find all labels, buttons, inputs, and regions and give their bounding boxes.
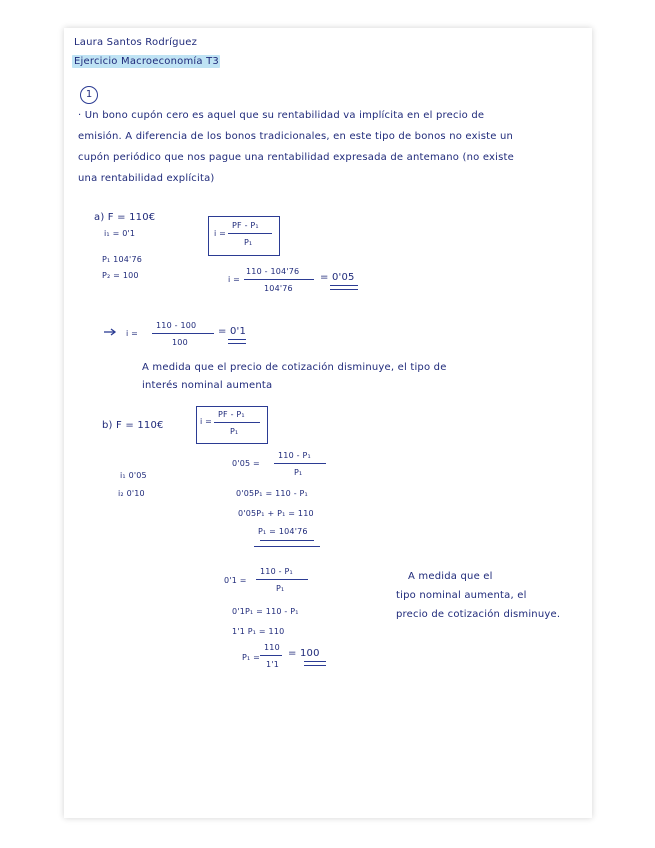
formula-a-denominator: P₁ — [244, 238, 253, 247]
student-name: Laura Santos Rodríguez — [74, 37, 198, 48]
q1-line-3: cupón periódico que nos pague una rentabilidad expresada de antemano (no existe — [78, 152, 514, 163]
fraction-bar — [260, 655, 282, 656]
part-a-given-i: i₁ = 0'1 — [104, 229, 136, 238]
formula-b-denominator: P₁ — [230, 427, 239, 436]
fraction-bar — [228, 233, 272, 234]
formula-a-i: i = — [214, 229, 227, 238]
e1-denominator: P₁ — [294, 468, 303, 477]
part-b-conclusion-1: A medida que el — [408, 571, 493, 582]
calc2-numerator: 110 - 100 — [156, 321, 197, 330]
f1-numerator: 110 - P₁ — [260, 567, 293, 576]
result-underline — [228, 339, 246, 344]
part-a-label: a) F = 110€ — [94, 212, 156, 223]
calc1-prefix: i = — [228, 275, 241, 284]
f4-numerator: 110 — [264, 643, 280, 652]
paper-sheet — [64, 28, 592, 818]
fraction-bar — [244, 279, 314, 280]
e4-result: P₁ = 104'76 — [258, 527, 308, 536]
part-a-conclusion-2: interés nominal aumenta — [142, 380, 273, 391]
calc2-prefix: i = — [126, 329, 139, 338]
part-b-conclusion-2: tipo nominal aumenta, el — [396, 590, 527, 601]
calc2-result: = 0'1 — [218, 326, 247, 337]
e2: 0'05P₁ = 110 - P₁ — [236, 489, 308, 498]
e1-prefix: 0'05 = — [232, 459, 260, 468]
part-b-label: b) F = 110€ — [102, 420, 164, 431]
part-b-given-i2: i₂ 0'10 — [118, 489, 145, 498]
calc1-denominator: 104'76 — [264, 284, 293, 293]
part-a-given-p1: P₁ 104'76 — [102, 255, 143, 264]
result-underline — [330, 285, 358, 290]
fraction-bar — [256, 579, 308, 580]
calc2-denominator: 100 — [172, 338, 188, 347]
f1-denominator: P₁ — [276, 584, 285, 593]
calc1-result: = 0'05 — [320, 272, 355, 283]
subject-title: Ejercicio Macroeconomía T3 — [74, 56, 219, 67]
calc1-numerator: 110 - 104'76 — [246, 267, 300, 276]
q1-line-4: una rentabilidad explícita) — [78, 173, 215, 184]
f2: 0'1P₁ = 110 - P₁ — [232, 607, 299, 616]
result-underline — [304, 661, 326, 666]
result-underline — [254, 546, 320, 547]
e1-numerator: 110 - P₁ — [278, 451, 311, 460]
q1-line-2: emisión. A diferencia de los bonos tradicionales, en este tipo de bonos no existe un — [78, 131, 514, 142]
part-b-given-i1: i₁ 0'05 — [120, 471, 147, 480]
part-a-given-p2: P₂ = 100 — [102, 271, 139, 280]
fraction-bar — [274, 463, 326, 464]
fraction-bar — [152, 333, 214, 334]
formula-b-numerator: PF - P₁ — [218, 410, 245, 419]
e3: 0'05P₁ + P₁ = 110 — [238, 509, 314, 518]
f3: 1'1 P₁ = 110 — [232, 627, 285, 636]
part-b-conclusion-3: precio de cotización disminuye. — [396, 609, 561, 620]
formula-b-i: i = — [200, 417, 213, 426]
formula-a-numerator: PF - P₁ — [232, 221, 259, 230]
f4-result: = 100 — [288, 648, 320, 659]
result-underline — [260, 540, 314, 541]
f1-prefix: 0'1 = — [224, 576, 247, 585]
question-number: 1 — [80, 86, 98, 104]
f4-prefix: P₁ = — [242, 653, 261, 662]
q1-line-1: · Un bono cupón cero es aquel que su rentabilidad va implícita en el precio de — [78, 110, 485, 121]
arrow-right-icon — [104, 328, 118, 336]
part-a-conclusion-1: A medida que el precio de cotización disminuye, el tipo de — [142, 362, 447, 373]
f4-denominator: 1'1 — [266, 660, 279, 669]
fraction-bar — [214, 422, 260, 423]
